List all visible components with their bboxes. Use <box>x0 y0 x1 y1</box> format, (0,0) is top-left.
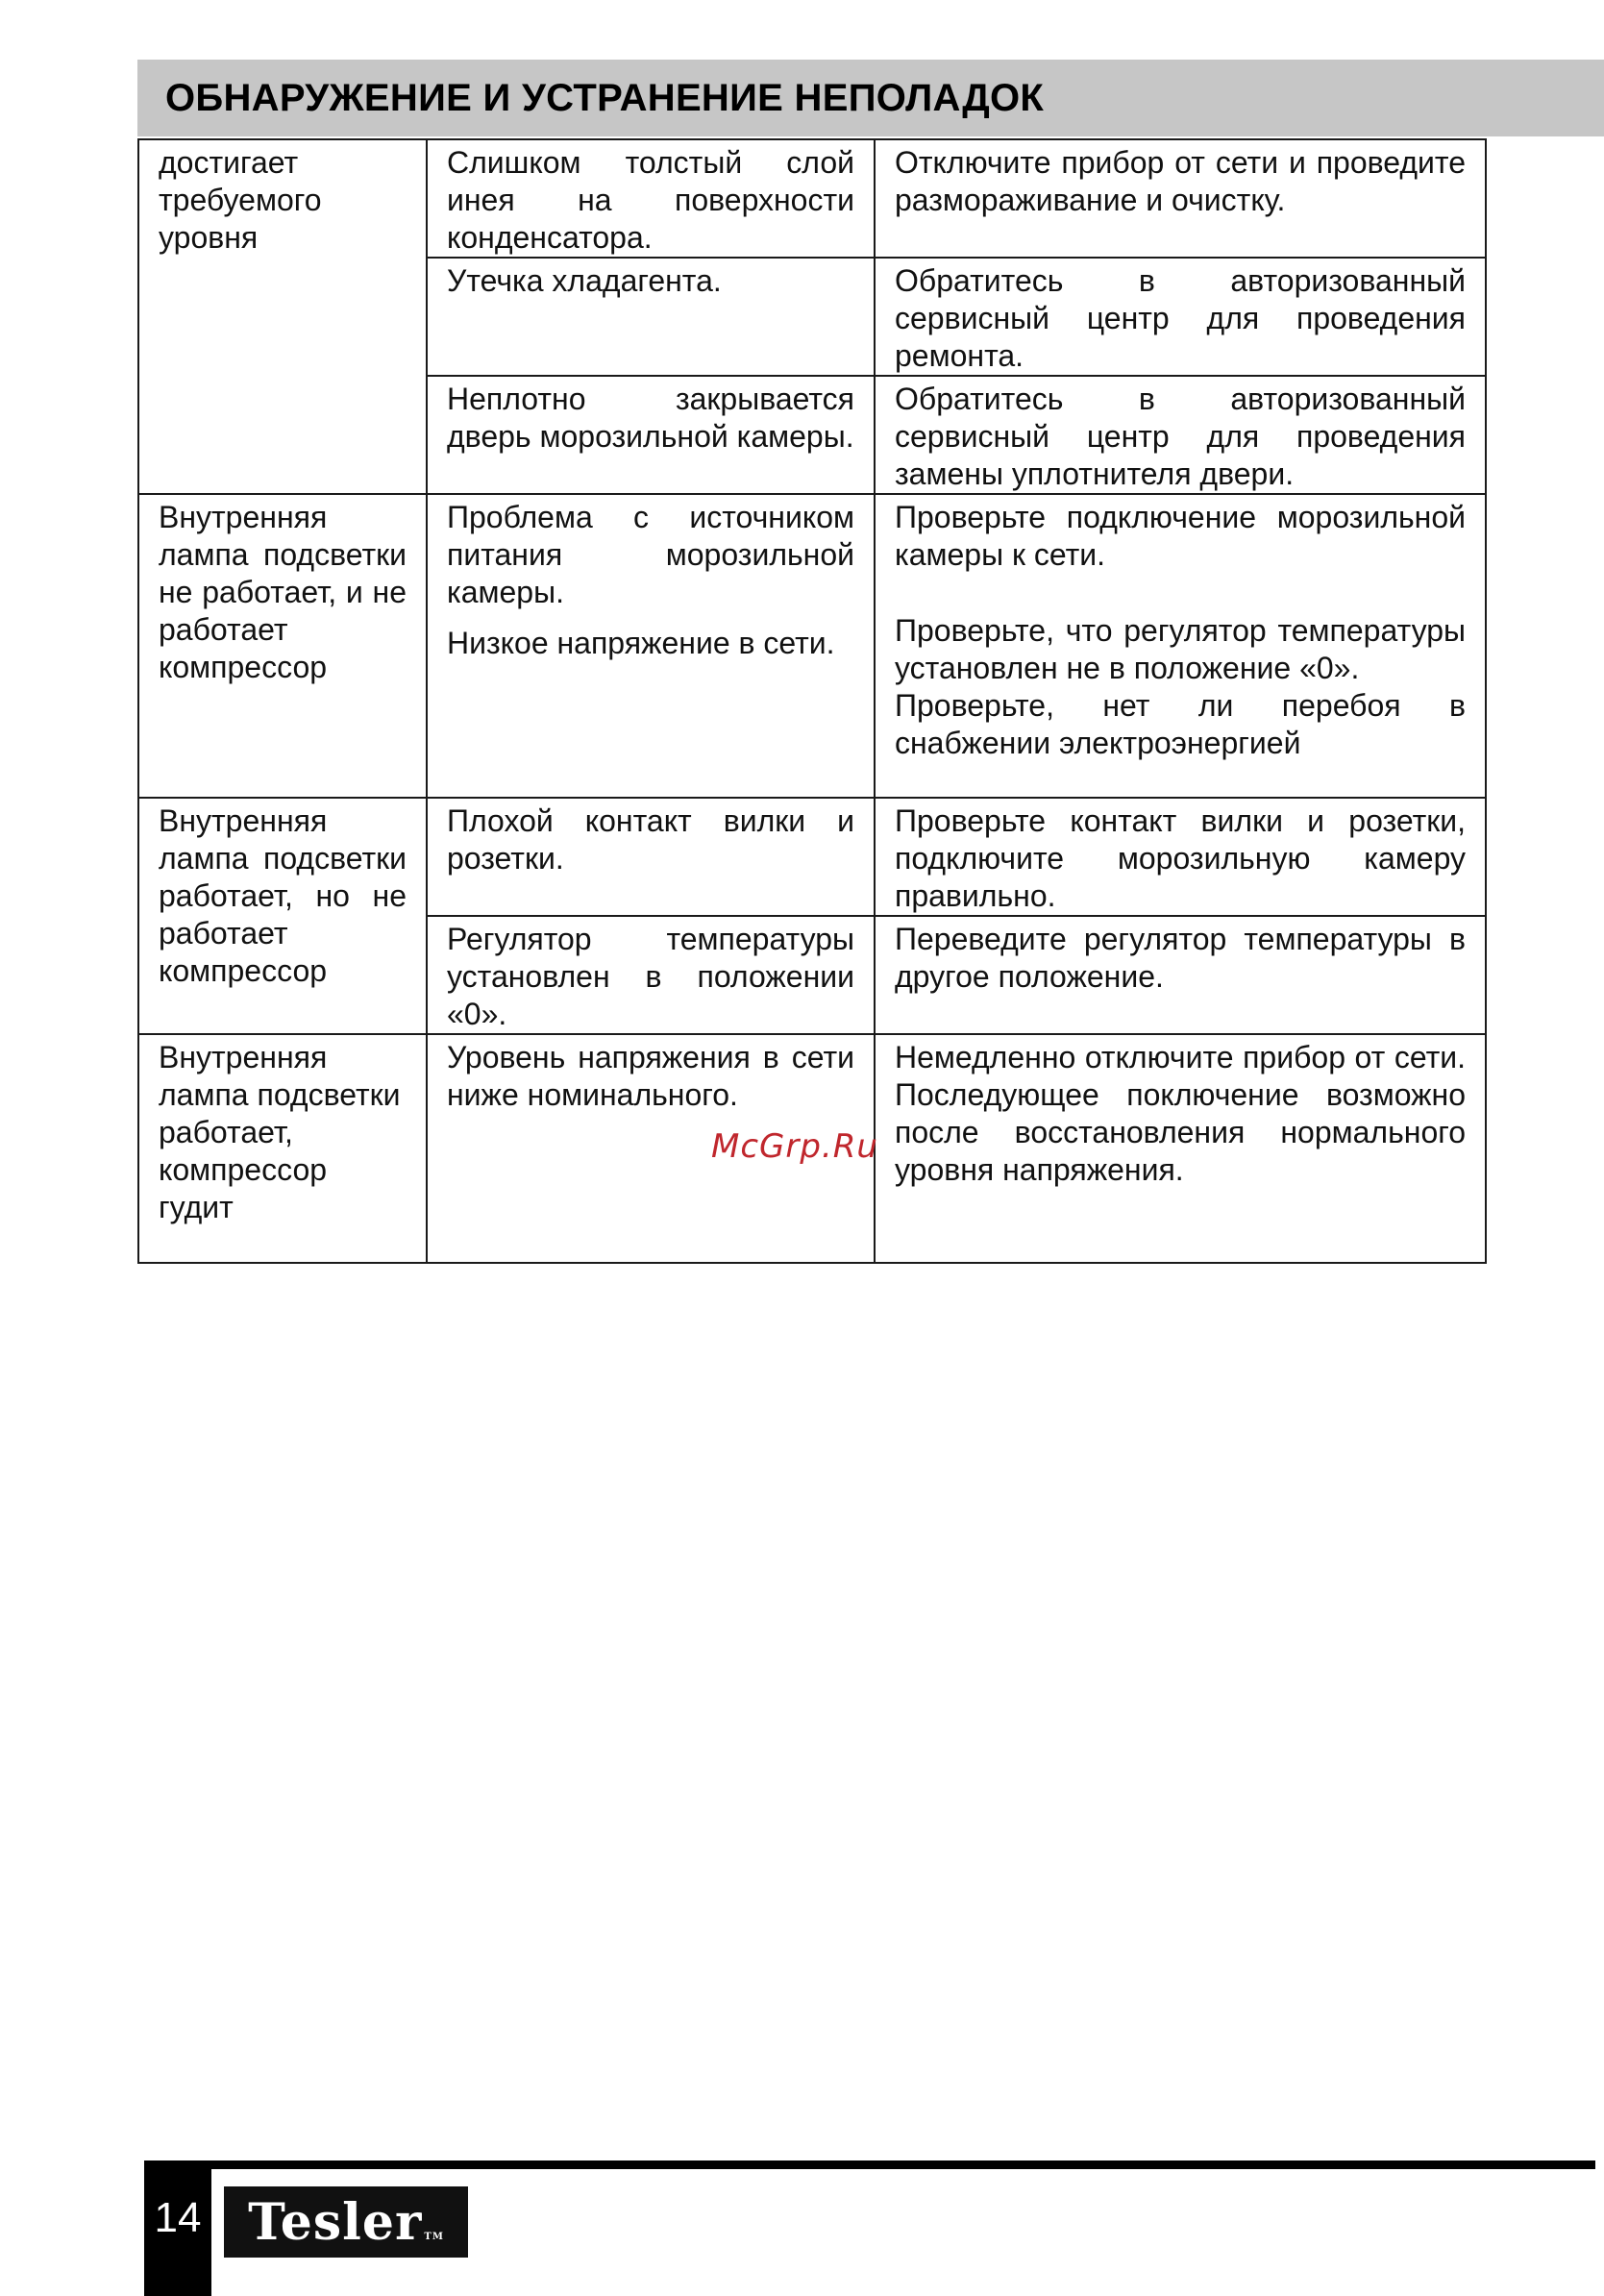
table-row <box>138 798 1486 916</box>
solution-cell <box>875 1034 1486 1263</box>
solution-text: Немедленно отключите прибор от сети. Последующее поключение возможно после восстановления нормального уровня напряжения. <box>895 1040 1466 1187</box>
cause-text: Утечка хладагента. <box>447 263 722 298</box>
troubleshooting-table <box>137 138 1487 1264</box>
problem-cell <box>138 494 427 798</box>
cause-text: Плохой контакт вилки и розетки. <box>447 803 854 876</box>
solution-text: Обратитесь в авторизованный сервисный центр для проведения ремонта. <box>895 263 1466 373</box>
page-number: 14 <box>154 2194 202 2241</box>
logo-text: Tesler <box>248 2192 423 2252</box>
problem-cell <box>138 139 427 494</box>
solution-text: Проверьте контакт вилки и розетки, подключите морозильную камеру правильно. <box>895 803 1466 913</box>
problem-cell <box>138 798 427 1034</box>
solution-cell <box>875 798 1486 916</box>
cause-cell <box>427 916 875 1034</box>
solution-text: Проверьте, что регулятор температуры установлен не в положение «0». <box>895 613 1466 685</box>
cause-text: Проблема с источником питания морозильной камеры. <box>447 500 854 609</box>
solution-text: Проверьте подключение морозильной камеры к сети. <box>895 500 1466 572</box>
logo-tm: TM <box>424 2232 444 2242</box>
problem-text: достигает требуемого уровня <box>159 145 322 255</box>
cause-cell <box>427 376 875 494</box>
solution-cell <box>875 258 1486 376</box>
tesler-logo <box>224 2186 468 2258</box>
solution-text: Обратитесь в авторизованный сервисный центр для проведения замены уплотнителя двери. <box>895 382 1466 491</box>
cause-cell <box>427 258 875 376</box>
problem-text: Внутренняя лампа подсветки не работает, и не работает компрессор <box>159 500 407 684</box>
cause-cell <box>427 139 875 258</box>
watermark: McGrp.Ru <box>711 1127 878 1166</box>
problem-text: Внутренняя лампа подсветки работает, но не работает компрессор <box>159 803 407 988</box>
page-title: ОБНАРУЖЕНИЕ И УСТРАНЕНИЕ НЕПОЛАДОК <box>165 77 1045 119</box>
cause-text: Низкое напряжение в сети. <box>447 626 835 660</box>
cause-cell <box>427 798 875 916</box>
solution-cell <box>875 494 1486 798</box>
solution-text: Отключите прибор от сети и проведите размораживание и очистку. <box>895 145 1466 217</box>
table-row <box>138 139 1486 258</box>
solution-cell <box>875 139 1486 258</box>
cause-cell <box>427 494 875 798</box>
solution-cell <box>875 916 1486 1034</box>
cause-text: Неплотно закрывается дверь морозильной камеры. <box>447 382 854 454</box>
problem-text: Внутренняя лампа подсветки работает, компрессор гудит <box>159 1040 401 1224</box>
cause-text: Уровень напряжения в сети ниже номинального. <box>447 1040 854 1112</box>
problem-cell <box>138 1034 427 1263</box>
solution-text: Проверьте, нет ли перебоя в снабжении электроэнергией <box>895 688 1466 760</box>
cause-text: Регулятор температуры установлен в положении «0». <box>447 922 854 1031</box>
table-row <box>138 494 1486 798</box>
cause-text: Слишком толстый слой инея на поверхности конденсатора. <box>447 145 854 255</box>
footer-rule <box>144 2160 1595 2169</box>
solution-text: Переведите регулятор температуры в другое положение. <box>895 922 1466 994</box>
solution-cell <box>875 376 1486 494</box>
